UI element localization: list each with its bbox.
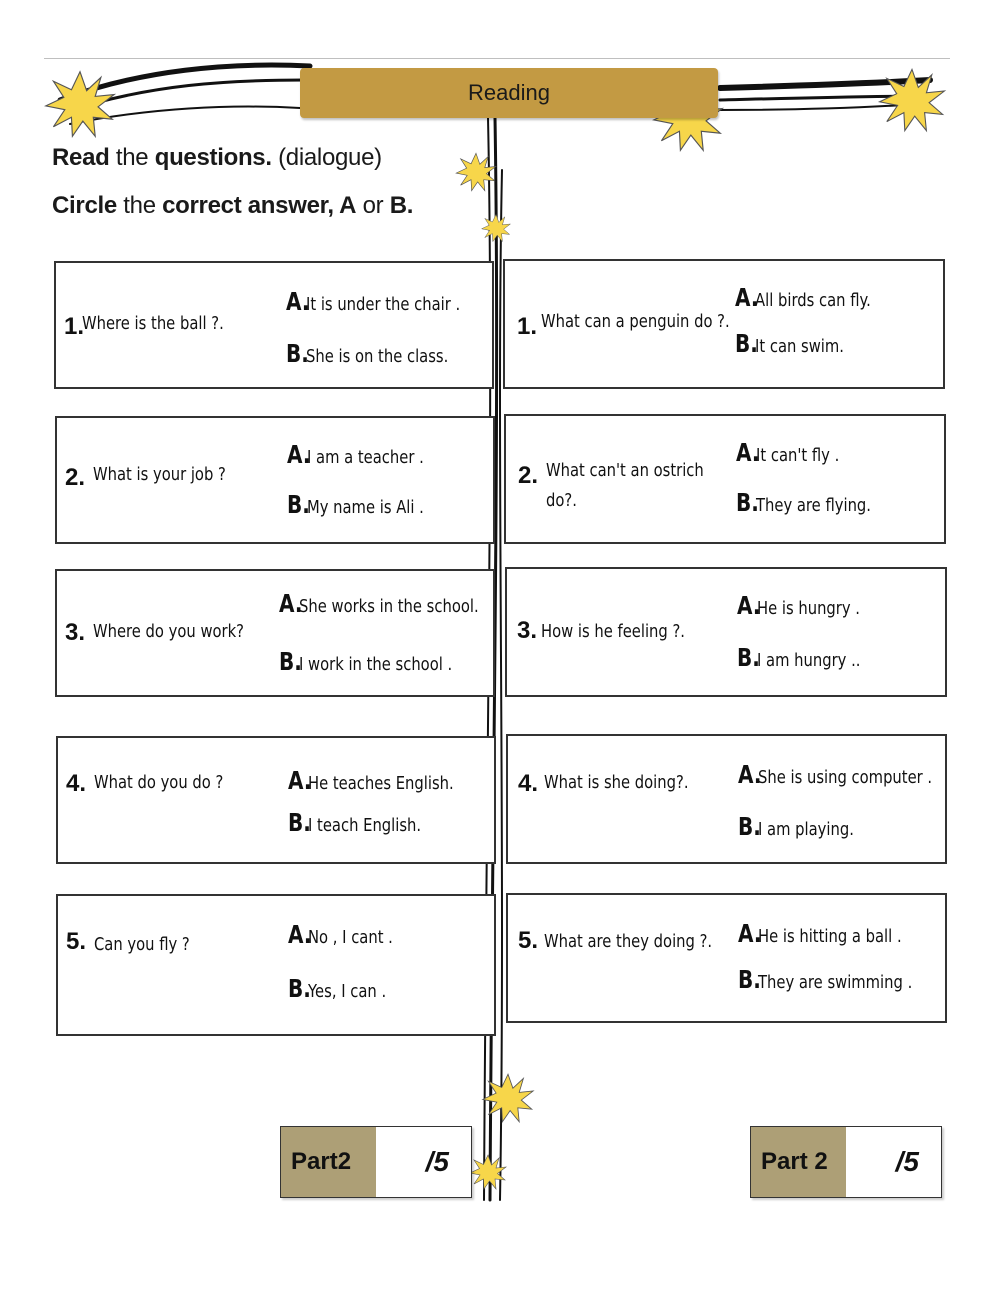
answer-option-b[interactable]: B.They are flying. <box>736 488 871 517</box>
question-number: 3. <box>517 617 538 644</box>
answer-option-a[interactable]: A.He teaches English. <box>288 766 454 795</box>
question-number: 4. <box>518 770 539 797</box>
answer-option-b[interactable]: B.Yes, I can . <box>288 974 387 1003</box>
answer-option-b[interactable]: B.It can swim. <box>735 329 844 358</box>
answer-option-a[interactable]: A.He is hungry . <box>737 591 860 620</box>
star-burst-icon <box>46 72 114 137</box>
answer-option-a[interactable]: A.He is hitting a ball . <box>738 919 902 948</box>
answer-option-b[interactable]: B.I teach English. <box>288 808 422 837</box>
question-number: 3. <box>65 619 86 646</box>
question-number: 2. <box>65 464 86 491</box>
question-card <box>503 259 945 389</box>
score-box-right <box>750 1126 942 1198</box>
answer-option-b[interactable]: B.They are swimming . <box>738 965 913 994</box>
question-card <box>55 569 495 697</box>
question-number: 1. <box>64 313 85 340</box>
answer-option-a[interactable]: A.I am a teacher . <box>287 440 424 469</box>
question-card <box>55 416 495 544</box>
answer-option-a[interactable]: A.She is using computer . <box>738 760 933 789</box>
question-card <box>54 261 494 389</box>
question-number: 1. <box>517 313 538 340</box>
answer-option-b[interactable]: B.I am hungry .. <box>737 643 861 672</box>
answer-option-a[interactable]: A.It can't fly . <box>736 438 840 467</box>
question-text: What is she doing?. <box>544 772 689 793</box>
answer-option-a[interactable]: A.It is under the chair . <box>286 287 461 316</box>
answer-option-b[interactable]: B.I am playing. <box>738 812 854 841</box>
score-label: Part 2 <box>751 1127 846 1197</box>
question-card <box>56 894 496 1036</box>
question-number: 5. <box>518 927 539 954</box>
answer-option-a[interactable]: A.All birds can fly. <box>735 283 871 312</box>
question-text: Can you fly ? <box>94 934 190 955</box>
question-text: Where do you work? <box>93 621 245 642</box>
answer-option-b[interactable]: B.My name is Ali . <box>287 490 424 519</box>
question-card <box>505 567 947 697</box>
question-text: What is your job ? <box>93 464 226 485</box>
score-box-left <box>280 1126 472 1198</box>
instruction-line-2: Circle the correct answer, A or B. <box>52 192 414 219</box>
answer-option-b[interactable]: B.She is on the class. <box>286 339 449 368</box>
score-value[interactable]: /5 <box>846 1127 941 1197</box>
question-text: Where is the ball ?. <box>82 313 224 334</box>
answer-option-a[interactable]: A.No , I cant . <box>288 920 393 949</box>
score-value[interactable]: /5 <box>376 1127 471 1197</box>
question-text: What can a penguin do ?. <box>541 311 730 332</box>
question-card <box>506 734 947 864</box>
question-text: What can't an ostrich do?. <box>546 460 704 511</box>
question-text: What are they doing ?. <box>544 931 713 952</box>
question-number: 2. <box>518 462 539 489</box>
question-number: 5. <box>66 928 87 955</box>
question-card <box>506 893 947 1023</box>
star-burst-icon <box>880 69 945 130</box>
question-number: 4. <box>66 770 87 797</box>
section-title: Reading <box>300 68 718 118</box>
question-card <box>56 736 496 864</box>
answer-option-b[interactable]: B.I work in the school . <box>279 647 453 676</box>
answer-option-a[interactable]: A.She works in the school. <box>279 589 479 618</box>
instruction-line-1: Read the questions. (dialogue) <box>52 144 382 171</box>
score-label: Part2 <box>281 1127 376 1197</box>
question-text: How is he feeling ?. <box>541 621 686 642</box>
question-card <box>504 414 946 544</box>
question-text: What do you do ? <box>94 772 224 793</box>
